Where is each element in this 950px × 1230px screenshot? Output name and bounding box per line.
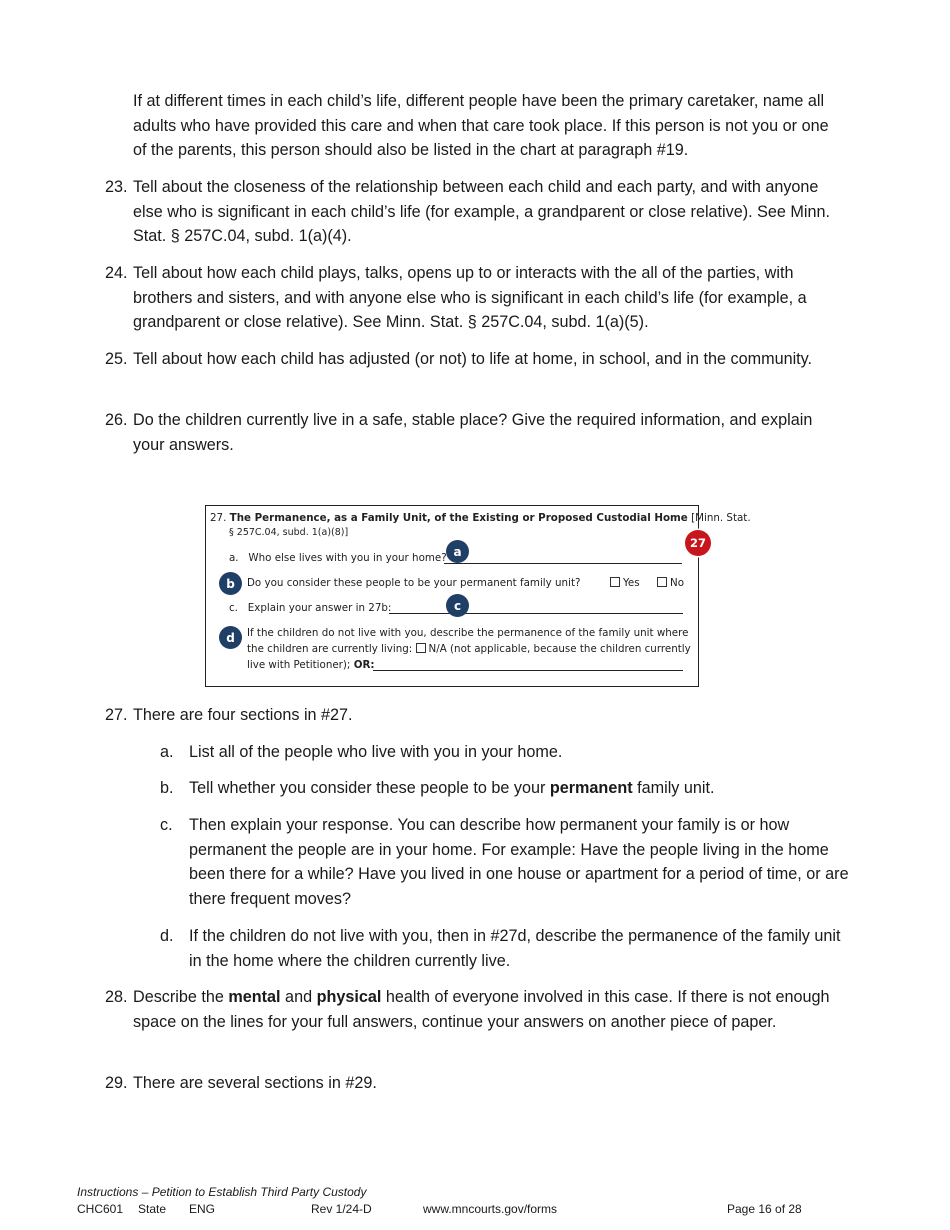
instruction-item-24 (105, 261, 845, 335)
item-text: Tell about the closeness of the relationship between each child and each party, and with anyone else who is significant in each child’s life (for example, a grandparent or close relative). See Minn. Stat. § 257C.04, subd. 1(a)(4). (133, 178, 831, 246)
sub-text: If the children do not live with you, then in #27d, describe the permanence of the family unit in the home where the children currently live. (189, 927, 841, 970)
footer-url[interactable]: www.mncourts.gov/forms (423, 1202, 558, 1216)
instruction-item-26 (105, 408, 845, 457)
item-number: 24. (105, 264, 128, 282)
form-heading: 27. The Permanence, as a Family Unit, of the Existing or Proposed Custodial Home [Minn. Stat. (210, 512, 751, 524)
row-c-answer-line (389, 613, 683, 614)
item-text: Tell about how each child has adjusted (or not) to life at home, in school, and in the community. (133, 350, 813, 368)
sub-text: Tell whether you consider these people to be your permanent family unit. (189, 779, 715, 797)
footer-title: Instructions – Petition to Establish Third Party Custody (77, 1185, 367, 1199)
footer-revision: Rev 1/24-D (311, 1202, 372, 1216)
item-number: 29. (105, 1074, 128, 1092)
instruction-item-29 (105, 1071, 845, 1096)
intro-paragraph: If at different times in each child’s life, different people have been the primary caretaker, name all adults who have provided this care and when that care took place. If this person is not you or one of the parents, this person should also be listed in the chart at paragraph #19. (133, 92, 829, 160)
row-a-answer-line (444, 563, 682, 564)
yes-checkbox (610, 577, 620, 587)
sub-letter: d. (160, 927, 174, 945)
item-number: 25. (105, 350, 128, 368)
footer-language: ENG (189, 1202, 216, 1216)
sub-letter: b. (160, 779, 174, 797)
item-27-sub-c (160, 813, 850, 911)
form-row-d-line1: If the children do not live with you, describe the permanence of the family unit where (247, 627, 689, 639)
yes-checkbox-option: Yes (610, 577, 640, 589)
instruction-item-25 (105, 347, 845, 372)
form-row-d-line2: the children are currently living: N/A (not applicable, because the children currently (247, 643, 691, 655)
sub-text: Then explain your response. You can describe how permanent your family is or how permanent the people are in your home. For example: Have the people living in the home been there for a while? Have you lived in one house or apartment for a period of time, or are there frequent moves? (189, 816, 849, 908)
item-text: Do the children currently live in a safe, stable place? Give the required information, and explain your answers. (133, 411, 813, 454)
instruction-item-23 (105, 175, 845, 249)
item-number: 28. (105, 988, 128, 1006)
na-checkbox (416, 643, 426, 653)
no-checkbox-option: No (657, 577, 684, 589)
callout-d: d (219, 626, 242, 649)
row-d-answer-line (373, 670, 683, 671)
form-row-c: c. Explain your answer in 27b: (229, 602, 392, 614)
item-27-sub-d (160, 924, 850, 973)
form-row-b: Do you consider these people to be your permanent family unit? (247, 577, 581, 589)
callout-a: a (446, 540, 469, 563)
item-text: There are four sections in #27. (133, 706, 353, 724)
item-text: Tell about how each child plays, talks, opens up to or interacts with the all of the parties, with brothers and sisters, and with anyone else who is significant in each child’s life (for example, a grandparent or close relative). See Minn. Stat. § 257C.04, subd. 1(a)(5). (133, 264, 807, 332)
sub-letter: a. (160, 743, 174, 761)
footer-state: State (138, 1202, 167, 1216)
item-number: 23. (105, 178, 128, 196)
form-row-a: a. Who else lives with you in your home? (229, 552, 447, 564)
form-row-d-line3: live with Petitioner); OR: (247, 659, 375, 671)
instruction-item-28 (105, 985, 845, 1034)
no-checkbox (657, 577, 667, 587)
item-number: 27. (105, 706, 128, 724)
item-number: 26. (105, 411, 128, 429)
form-heading-citation: § 257C.04, subd. 1(a)(8)] (229, 527, 349, 538)
callout-b: b (219, 572, 242, 595)
sub-letter: c. (160, 816, 173, 834)
callout-c: c (446, 594, 469, 617)
sub-text: List all of the people who live with you in your home. (189, 743, 563, 761)
footer-page-number: Page 16 of 28 (727, 1202, 802, 1216)
item-27-sub-a (160, 740, 850, 765)
instruction-item-27 (105, 703, 845, 728)
item-text: There are several sections in #29. (133, 1074, 377, 1092)
item-27-sub-b (160, 776, 850, 801)
item-text: Describe the mental and physical health of everyone involved in this case. If there is not enough space on the lines for your full answers, continue your answers on another piece of paper. (133, 988, 830, 1031)
section-27-badge: 27 (685, 530, 711, 556)
footer-form-code: CHC601 (77, 1202, 124, 1216)
